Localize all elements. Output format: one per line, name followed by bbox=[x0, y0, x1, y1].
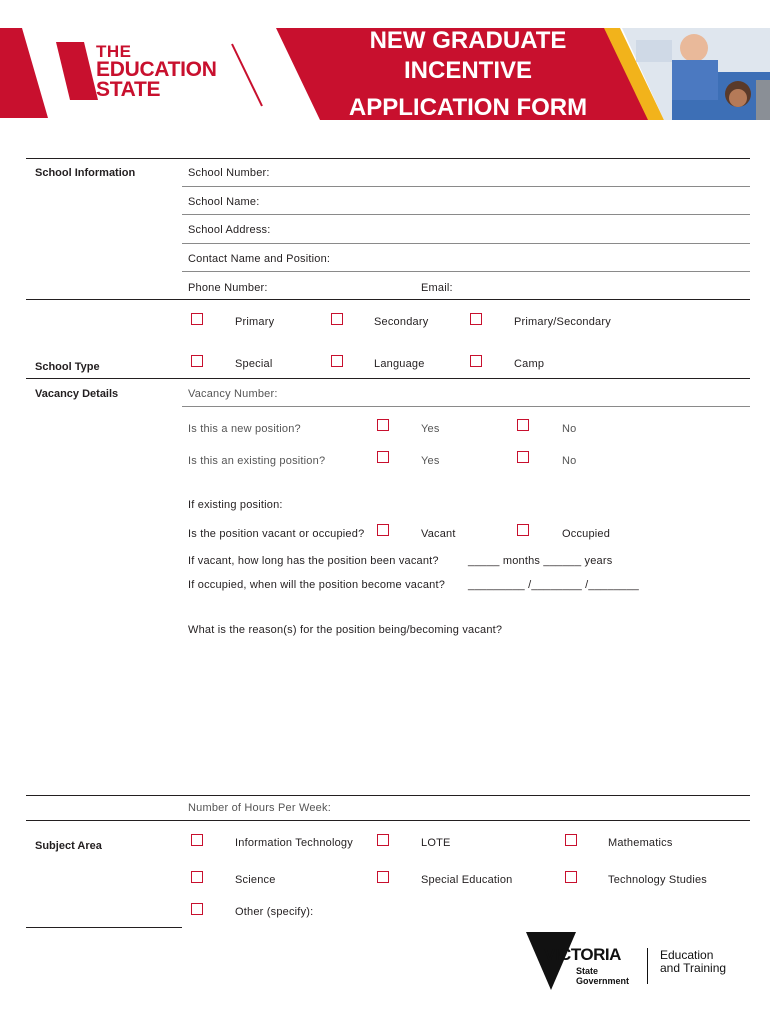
option-science: Science bbox=[235, 874, 276, 886]
option-occupied: Occupied bbox=[562, 528, 611, 540]
divider bbox=[182, 186, 750, 187]
divider bbox=[26, 378, 750, 379]
section-label-vacancy-details: Vacancy Details bbox=[35, 388, 119, 400]
divider bbox=[26, 299, 750, 300]
option-existing-no: No bbox=[562, 455, 577, 467]
divider bbox=[26, 795, 750, 796]
victoria-wordmark: VICTORIA bbox=[544, 945, 621, 964]
education-state-logo-line1: THE bbox=[96, 42, 132, 61]
question-how-long-vacant: If vacant, how long has the position been vacant? bbox=[188, 555, 439, 567]
when-vacant-date-input[interactable]: _________ /________ /________ bbox=[468, 579, 639, 591]
section-label-subject-area: Subject Area bbox=[35, 840, 102, 852]
option-special: Special bbox=[235, 358, 273, 370]
option-existing-yes: Yes bbox=[421, 455, 440, 467]
checkbox-camp[interactable] bbox=[470, 355, 482, 367]
checkbox-other[interactable] bbox=[191, 903, 203, 915]
checkbox-mathematics[interactable] bbox=[565, 834, 577, 846]
school-name-field[interactable]: School Name: bbox=[188, 196, 260, 208]
reason-text-area[interactable] bbox=[182, 642, 750, 790]
divider bbox=[182, 406, 750, 407]
government-text: Government bbox=[576, 976, 630, 986]
divider bbox=[182, 271, 750, 272]
option-vacant: Vacant bbox=[421, 528, 456, 540]
education-state-line bbox=[232, 44, 262, 106]
state-text: State bbox=[576, 966, 599, 976]
education-state-logo-line2: EDUCATION bbox=[96, 58, 217, 81]
checkbox-information-technology[interactable] bbox=[191, 834, 203, 846]
option-secondary: Secondary bbox=[374, 316, 429, 328]
section-label-school-information: School Information bbox=[35, 167, 136, 179]
department-line1: Education bbox=[660, 948, 714, 962]
checkbox-existing-no[interactable] bbox=[517, 451, 529, 463]
option-special-education: Special Education bbox=[421, 874, 513, 886]
if-existing-heading: If existing position: bbox=[188, 499, 283, 511]
option-primary: Primary bbox=[235, 316, 275, 328]
option-technology-studies: Technology Studies bbox=[608, 874, 707, 886]
divider bbox=[26, 820, 750, 821]
option-language: Language bbox=[374, 358, 425, 370]
page-title-line2: INCENTIVE bbox=[403, 57, 532, 84]
teacher-figure bbox=[680, 34, 708, 62]
option-information-technology: Information Technology bbox=[235, 837, 353, 849]
divider bbox=[26, 158, 750, 159]
checkbox-new-no[interactable] bbox=[517, 419, 529, 431]
checkbox-primary-secondary[interactable] bbox=[470, 313, 482, 325]
question-existing-position: Is this an existing position? bbox=[188, 455, 326, 467]
question-reason-vacant: What is the reason(s) for the position being/becoming vacant? bbox=[188, 624, 503, 636]
page-title-line1: NEW GRADUATE bbox=[369, 27, 567, 54]
checkbox-primary[interactable] bbox=[191, 313, 203, 325]
option-lote: LOTE bbox=[421, 837, 451, 849]
department-line2: and Training bbox=[660, 961, 727, 975]
contact-name-field[interactable]: Contact Name and Position: bbox=[188, 253, 331, 265]
checkbox-language[interactable] bbox=[331, 355, 343, 367]
question-vacant-occupied: Is the position vacant or occupied? bbox=[188, 528, 365, 540]
phone-number-field[interactable]: Phone Number: bbox=[188, 282, 268, 294]
checkbox-special[interactable] bbox=[191, 355, 203, 367]
checkbox-occupied[interactable] bbox=[517, 524, 529, 536]
divider bbox=[182, 243, 750, 244]
school-address-field[interactable]: School Address: bbox=[188, 224, 271, 236]
option-primary-secondary: Primary/Secondary bbox=[514, 316, 611, 328]
logo-divider bbox=[647, 948, 648, 984]
option-new-yes: Yes bbox=[421, 423, 440, 435]
option-mathematics: Mathematics bbox=[608, 837, 673, 849]
checkbox-technology-studies[interactable] bbox=[565, 871, 577, 883]
how-long-vacant-input[interactable]: _____ months ______ years bbox=[468, 555, 613, 567]
divider bbox=[182, 214, 750, 215]
option-camp: Camp bbox=[514, 358, 545, 370]
education-state-logo-line3: STATE bbox=[96, 78, 161, 101]
school-number-field[interactable]: School Number: bbox=[188, 167, 270, 179]
page-title-line3: APPLICATION FORM bbox=[348, 94, 588, 121]
checkbox-special-education[interactable] bbox=[377, 871, 389, 883]
checkbox-lote[interactable] bbox=[377, 834, 389, 846]
checkbox-new-yes[interactable] bbox=[377, 419, 389, 431]
checkbox-secondary[interactable] bbox=[331, 313, 343, 325]
checkbox-science[interactable] bbox=[191, 871, 203, 883]
question-new-position: Is this a new position? bbox=[188, 423, 301, 435]
checkbox-existing-yes[interactable] bbox=[377, 451, 389, 463]
section-label-school-type: School Type bbox=[35, 361, 100, 373]
checkbox-vacant[interactable] bbox=[377, 524, 389, 536]
option-other-specify: Other (specify): bbox=[235, 906, 314, 918]
header-left-wedge bbox=[0, 28, 48, 118]
education-state-slash bbox=[56, 42, 98, 100]
vacancy-number-field[interactable]: Vacancy Number: bbox=[188, 388, 278, 400]
question-when-vacant: If occupied, when will the position become vacant? bbox=[188, 579, 446, 591]
email-field[interactable]: Email: bbox=[421, 282, 453, 294]
hours-per-week-field[interactable]: Number of Hours Per Week: bbox=[188, 802, 331, 814]
divider bbox=[26, 927, 182, 928]
option-new-no: No bbox=[562, 423, 577, 435]
